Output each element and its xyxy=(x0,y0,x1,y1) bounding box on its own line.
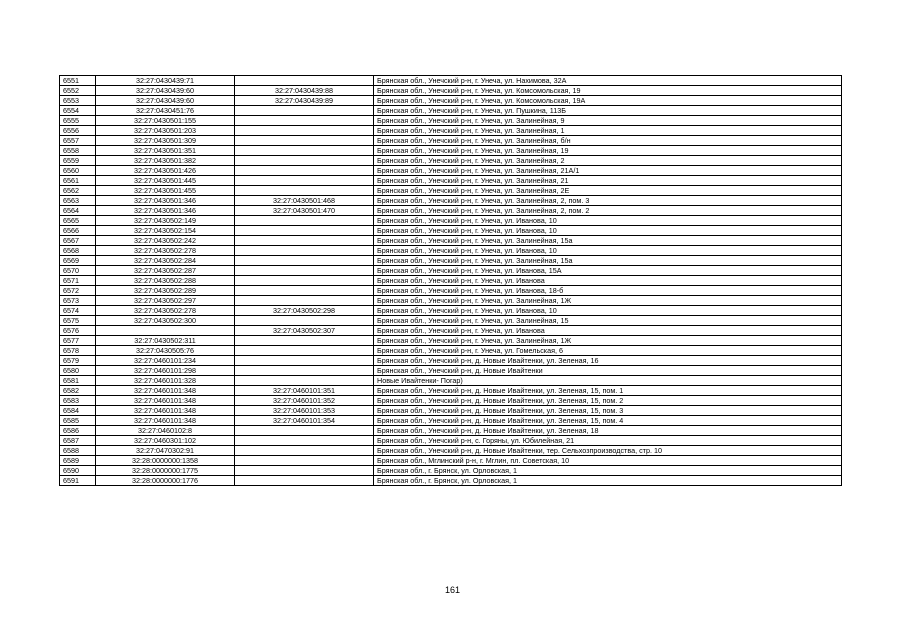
cadastral-number-cell: 32:27:0430501:203 xyxy=(96,126,235,136)
table-row xyxy=(60,286,842,296)
related-cadastral-number-cell xyxy=(235,276,374,286)
address-cell: Брянская обл., Унечский р-н, г. Унеча, ул. Залинейная, 9 xyxy=(374,116,842,126)
registry-table xyxy=(59,75,842,486)
table-row xyxy=(60,256,842,266)
row-number-cell: 6579 xyxy=(60,356,96,366)
table-row xyxy=(60,196,842,206)
cadastral-number-cell: 32:27:0430501:346 xyxy=(96,196,235,206)
table-row xyxy=(60,336,842,346)
related-cadastral-number-cell xyxy=(235,356,374,366)
row-number-cell: 6558 xyxy=(60,146,96,156)
row-number-cell: 6554 xyxy=(60,106,96,116)
cadastral-number-cell: 32:27:0460102:8 xyxy=(96,426,235,436)
related-cadastral-number-cell: 32:27:0430502:298 xyxy=(235,306,374,316)
address-cell: Брянская обл., Унечский р-н, г. Унеча, ул. Залинейная, 2, пом. 3 xyxy=(374,196,842,206)
cadastral-number-cell: 32:28:0000000:1775 xyxy=(96,466,235,476)
related-cadastral-number-cell xyxy=(235,376,374,386)
row-number-cell: 6576 xyxy=(60,326,96,336)
row-number-cell: 6567 xyxy=(60,236,96,246)
table-row xyxy=(60,86,842,96)
address-cell: Брянская обл., Унечский р-н, г. Унеча, ул. Иванова xyxy=(374,276,842,286)
table-row xyxy=(60,246,842,256)
table-row xyxy=(60,226,842,236)
related-cadastral-number-cell xyxy=(235,176,374,186)
table-row xyxy=(60,166,842,176)
row-number-cell: 6565 xyxy=(60,216,96,226)
table-row xyxy=(60,96,842,106)
row-number-cell: 6583 xyxy=(60,396,96,406)
row-number-cell: 6586 xyxy=(60,426,96,436)
address-cell: Брянская обл., Унечский р-н, г. Унеча, ул. Иванова xyxy=(374,326,842,336)
related-cadastral-number-cell xyxy=(235,346,374,356)
address-cell: Брянская обл., Унечский р-н, д. Новые Ивайтенки, тер. Сельхозпроизводства, стр. 10 xyxy=(374,446,842,456)
cadastral-number-cell: 32:27:0460101:348 xyxy=(96,416,235,426)
related-cadastral-number-cell: 32:27:0430502:307 xyxy=(235,326,374,336)
address-cell: Брянская обл., Унечский р-н, д. Новые Ивайтенки, ул. Зеленая, 15, пом. 4 xyxy=(374,416,842,426)
cadastral-number-cell: 32:27:0430502:154 xyxy=(96,226,235,236)
address-cell: Брянская обл., Унечский р-н, г. Унеча, ул. Залинейная, 15а xyxy=(374,236,842,246)
related-cadastral-number-cell: 32:27:0430439:88 xyxy=(235,86,374,96)
address-cell: Брянская обл., Унечский р-н, г. Унеча, ул. Залинейная, 2, пом. 2 xyxy=(374,206,842,216)
address-cell: Брянская обл., Унечский р-н, г. Унеча, ул. Нахимова, 32А xyxy=(374,76,842,86)
table-row xyxy=(60,326,842,336)
table-row xyxy=(60,426,842,436)
row-number-cell: 6573 xyxy=(60,296,96,306)
table-row xyxy=(60,146,842,156)
cadastral-number-cell: 32:27:0430501:155 xyxy=(96,116,235,126)
address-cell: Брянская обл., Унечский р-н, д. Новые Ивайтенки, ул. Зеленая, 15, пом. 2 xyxy=(374,396,842,406)
cadastral-number-cell: 32:27:0430501:445 xyxy=(96,176,235,186)
cadastral-number-cell: 32:27:0430502:278 xyxy=(96,306,235,316)
cadastral-number-cell xyxy=(96,326,235,336)
table-row xyxy=(60,266,842,276)
related-cadastral-number-cell xyxy=(235,256,374,266)
related-cadastral-number-cell xyxy=(235,226,374,236)
related-cadastral-number-cell xyxy=(235,116,374,126)
related-cadastral-number-cell xyxy=(235,236,374,246)
address-cell: Брянская обл., Унечский р-н, д. Новые Ивайтенки, ул. Зеленая, 15, пом. 3 xyxy=(374,406,842,416)
row-number-cell: 6584 xyxy=(60,406,96,416)
address-cell: Брянская обл., Унечский р-н, д. Новые Ивайтенки, ул. Зеленая, 16 xyxy=(374,356,842,366)
related-cadastral-number-cell: 32:27:0460101:354 xyxy=(235,416,374,426)
table-row xyxy=(60,386,842,396)
related-cadastral-number-cell: 32:27:0430501:468 xyxy=(235,196,374,206)
table-row xyxy=(60,376,842,386)
address-cell: Брянская обл., Унечский р-н, г. Унеча, ул. Залинейная, 1 xyxy=(374,126,842,136)
cadastral-number-cell: 32:27:0430501:382 xyxy=(96,156,235,166)
cadastral-number-cell: 32:27:0470302:91 xyxy=(96,446,235,456)
cadastral-number-cell: 32:27:0460101:234 xyxy=(96,356,235,366)
row-number-cell: 6581 xyxy=(60,376,96,386)
related-cadastral-number-cell xyxy=(235,286,374,296)
cadastral-number-cell: 32:27:0460101:348 xyxy=(96,386,235,396)
table-row xyxy=(60,446,842,456)
row-number-cell: 6588 xyxy=(60,446,96,456)
table-row xyxy=(60,156,842,166)
related-cadastral-number-cell xyxy=(235,76,374,86)
cadastral-number-cell: 32:28:0000000:1358 xyxy=(96,456,235,466)
cadastral-number-cell: 32:27:0460101:348 xyxy=(96,406,235,416)
cadastral-number-cell: 32:27:0430501:455 xyxy=(96,186,235,196)
related-cadastral-number-cell xyxy=(235,446,374,456)
cadastral-number-cell: 32:27:0430502:300 xyxy=(96,316,235,326)
row-number-cell: 6561 xyxy=(60,176,96,186)
address-cell: Брянская обл., Унечский р-н, г. Унеча, ул. Залинейная, 2Е xyxy=(374,186,842,196)
table-row xyxy=(60,346,842,356)
page-number: 161 xyxy=(444,585,461,595)
cadastral-number-cell: 32:27:0430439:60 xyxy=(96,96,235,106)
cadastral-number-cell: 32:27:0430501:351 xyxy=(96,146,235,156)
related-cadastral-number-cell xyxy=(235,426,374,436)
related-cadastral-number-cell: 32:27:0460101:352 xyxy=(235,396,374,406)
address-cell: Брянская обл., Унечский р-н, г. Унеча, ул. Залинейная, 19 xyxy=(374,146,842,156)
table-row xyxy=(60,456,842,466)
address-cell: Брянская обл., Унечский р-н, д. Новые Ивайтенки, ул. Зеленая, 18 xyxy=(374,426,842,436)
address-cell: Брянская обл., Унечский р-н, г. Унеча, ул. Залинейная, 1Ж xyxy=(374,296,842,306)
address-cell: Брянская обл., Унечский р-н, д. Новые Ивайтенки, ул. Зеленая, 15, пом. 1 xyxy=(374,386,842,396)
cadastral-number-cell: 32:27:0430502:149 xyxy=(96,216,235,226)
row-number-cell: 6557 xyxy=(60,136,96,146)
related-cadastral-number-cell xyxy=(235,466,374,476)
row-number-cell: 6569 xyxy=(60,256,96,266)
related-cadastral-number-cell xyxy=(235,166,374,176)
row-number-cell: 6559 xyxy=(60,156,96,166)
row-number-cell: 6553 xyxy=(60,96,96,106)
row-number-cell: 6555 xyxy=(60,116,96,126)
row-number-cell: 6590 xyxy=(60,466,96,476)
cadastral-number-cell: 32:27:0430501:426 xyxy=(96,166,235,176)
related-cadastral-number-cell xyxy=(235,186,374,196)
cadastral-number-cell: 32:27:0460301:102 xyxy=(96,436,235,446)
cadastral-number-cell: 32:27:0430502:311 xyxy=(96,336,235,346)
row-number-cell: 6568 xyxy=(60,246,96,256)
related-cadastral-number-cell xyxy=(235,136,374,146)
table-row xyxy=(60,316,842,326)
address-cell: Брянская обл., Унечский р-н, г. Унеча, ул. Иванова, 15А xyxy=(374,266,842,276)
address-cell: Брянская обл., Унечский р-н, г. Унеча, ул. Комсомольская, 19 xyxy=(374,86,842,96)
related-cadastral-number-cell xyxy=(235,366,374,376)
table-row xyxy=(60,136,842,146)
table-row xyxy=(60,366,842,376)
address-cell: Брянская обл., Унечский р-н, с. Горяны, ул. Юбилейная, 21 xyxy=(374,436,842,446)
cadastral-number-cell: 32:27:0430501:309 xyxy=(96,136,235,146)
related-cadastral-number-cell: 32:27:0430439:89 xyxy=(235,96,374,106)
cadastral-number-cell: 32:27:0430451:76 xyxy=(96,106,235,116)
related-cadastral-number-cell: 32:27:0430501:470 xyxy=(235,206,374,216)
table-row xyxy=(60,236,842,246)
row-number-cell: 6566 xyxy=(60,226,96,236)
cadastral-number-cell: 32:27:0430501:346 xyxy=(96,206,235,216)
cadastral-number-cell: 32:27:0460101:298 xyxy=(96,366,235,376)
cadastral-number-cell: 32:27:0430502:297 xyxy=(96,296,235,306)
row-number-cell: 6552 xyxy=(60,86,96,96)
cadastral-number-cell: 32:27:0430502:287 xyxy=(96,266,235,276)
row-number-cell: 6570 xyxy=(60,266,96,276)
address-cell: Брянская обл., Унечский р-н, г. Унеча, ул. Залинейная, 21 xyxy=(374,176,842,186)
cadastral-number-cell: 32:27:0430505:76 xyxy=(96,346,235,356)
row-number-cell: 6564 xyxy=(60,206,96,216)
address-cell: Брянская обл., Унечский р-н, г. Унеча, ул. Залинейная, 1Ж xyxy=(374,336,842,346)
row-number-cell: 6562 xyxy=(60,186,96,196)
row-number-cell: 6580 xyxy=(60,366,96,376)
row-number-cell: 6582 xyxy=(60,386,96,396)
table-row xyxy=(60,106,842,116)
cadastral-number-cell: 32:27:0430439:71 xyxy=(96,76,235,86)
related-cadastral-number-cell xyxy=(235,436,374,446)
related-cadastral-number-cell: 32:27:0460101:353 xyxy=(235,406,374,416)
address-cell: Брянская обл., Унечский р-н, г. Унеча, ул. Иванова, 10 xyxy=(374,306,842,316)
table-row xyxy=(60,306,842,316)
table-row xyxy=(60,396,842,406)
row-number-cell: 6585 xyxy=(60,416,96,426)
address-cell: Брянская обл., г. Брянск, ул. Орловская, 1 xyxy=(374,476,842,486)
table-row xyxy=(60,406,842,416)
related-cadastral-number-cell xyxy=(235,106,374,116)
related-cadastral-number-cell: 32:27:0460101:351 xyxy=(235,386,374,396)
address-cell: Брянская обл., Унечский р-н, г. Унеча, ул. Иванова, 10 xyxy=(374,246,842,256)
table-row xyxy=(60,206,842,216)
table-row xyxy=(60,476,842,486)
row-number-cell: 6572 xyxy=(60,286,96,296)
cadastral-number-cell: 32:27:0430502:288 xyxy=(96,276,235,286)
address-cell: Брянская обл., г. Брянск, ул. Орловская, 1 xyxy=(374,466,842,476)
address-cell: Новые Ивайтенки- Погар) xyxy=(374,376,842,386)
table-row xyxy=(60,276,842,286)
table-row xyxy=(60,216,842,226)
address-cell: Брянская обл., Унечский р-н, г. Унеча, ул. Залинейная, 21А/1 xyxy=(374,166,842,176)
table-row xyxy=(60,296,842,306)
address-cell: Брянская обл., Унечский р-н, г. Унеча, ул. Залинейная, 2 xyxy=(374,156,842,166)
cadastral-number-cell: 32:27:0460101:348 xyxy=(96,396,235,406)
address-cell: Брянская обл., Унечский р-н, г. Унеча, ул. Залинейная, 15а xyxy=(374,256,842,266)
address-cell: Брянская обл., Унечский р-н, г. Унеча, ул. Иванова, 10 xyxy=(374,216,842,226)
row-number-cell: 6563 xyxy=(60,196,96,206)
address-cell: Брянская обл., Унечский р-н, г. Унеча, ул. Залинейная, б/н xyxy=(374,136,842,146)
cadastral-number-cell: 32:27:0430502:278 xyxy=(96,246,235,256)
cadastral-number-cell: 32:28:0000000:1776 xyxy=(96,476,235,486)
address-cell: Брянская обл., Унечский р-н, г. Унеча, ул. Пушкина, 113Б xyxy=(374,106,842,116)
table-row xyxy=(60,186,842,196)
related-cadastral-number-cell xyxy=(235,156,374,166)
table-row xyxy=(60,436,842,446)
related-cadastral-number-cell xyxy=(235,246,374,256)
address-cell: Брянская обл., Унечский р-н, г. Унеча, ул. Залинейная, 15 xyxy=(374,316,842,326)
address-cell: Брянская обл., Унечский р-н, г. Унеча, ул. Иванова, 18-б xyxy=(374,286,842,296)
related-cadastral-number-cell xyxy=(235,476,374,486)
cadastral-number-cell: 32:27:0430439:60 xyxy=(96,86,235,96)
table-row xyxy=(60,416,842,426)
registry-table-body xyxy=(60,76,842,486)
row-number-cell: 6571 xyxy=(60,276,96,286)
table-row xyxy=(60,176,842,186)
related-cadastral-number-cell xyxy=(235,336,374,346)
address-cell: Брянская обл., Унечский р-н, г. Унеча, ул. Гомельская, 6 xyxy=(374,346,842,356)
cadastral-number-cell: 32:27:0460101:328 xyxy=(96,376,235,386)
cadastral-number-cell: 32:27:0430502:242 xyxy=(96,236,235,246)
row-number-cell: 6574 xyxy=(60,306,96,316)
row-number-cell: 6577 xyxy=(60,336,96,346)
related-cadastral-number-cell xyxy=(235,316,374,326)
row-number-cell: 6551 xyxy=(60,76,96,86)
table-row xyxy=(60,356,842,366)
address-cell: Брянская обл., Унечский р-н, д. Новые Ивайтенки xyxy=(374,366,842,376)
related-cadastral-number-cell xyxy=(235,456,374,466)
related-cadastral-number-cell xyxy=(235,146,374,156)
address-cell: Брянская обл., Унечский р-н, г. Унеча, ул. Комсомольская, 19А xyxy=(374,96,842,106)
related-cadastral-number-cell xyxy=(235,266,374,276)
row-number-cell: 6591 xyxy=(60,476,96,486)
row-number-cell: 6560 xyxy=(60,166,96,176)
related-cadastral-number-cell xyxy=(235,296,374,306)
row-number-cell: 6575 xyxy=(60,316,96,326)
cadastral-number-cell: 32:27:0430502:289 xyxy=(96,286,235,296)
table-row xyxy=(60,126,842,136)
cadastral-number-cell: 32:27:0430502:284 xyxy=(96,256,235,266)
related-cadastral-number-cell xyxy=(235,126,374,136)
table-row xyxy=(60,466,842,476)
table-row xyxy=(60,116,842,126)
address-cell: Брянская обл., Мглинский р-н, г. Мглин, пл. Советская, 10 xyxy=(374,456,842,466)
row-number-cell: 6556 xyxy=(60,126,96,136)
related-cadastral-number-cell xyxy=(235,216,374,226)
row-number-cell: 6587 xyxy=(60,436,96,446)
row-number-cell: 6589 xyxy=(60,456,96,466)
row-number-cell: 6578 xyxy=(60,346,96,356)
table-row xyxy=(60,76,842,86)
address-cell: Брянская обл., Унечский р-н, г. Унеча, ул. Иванова, 10 xyxy=(374,226,842,236)
